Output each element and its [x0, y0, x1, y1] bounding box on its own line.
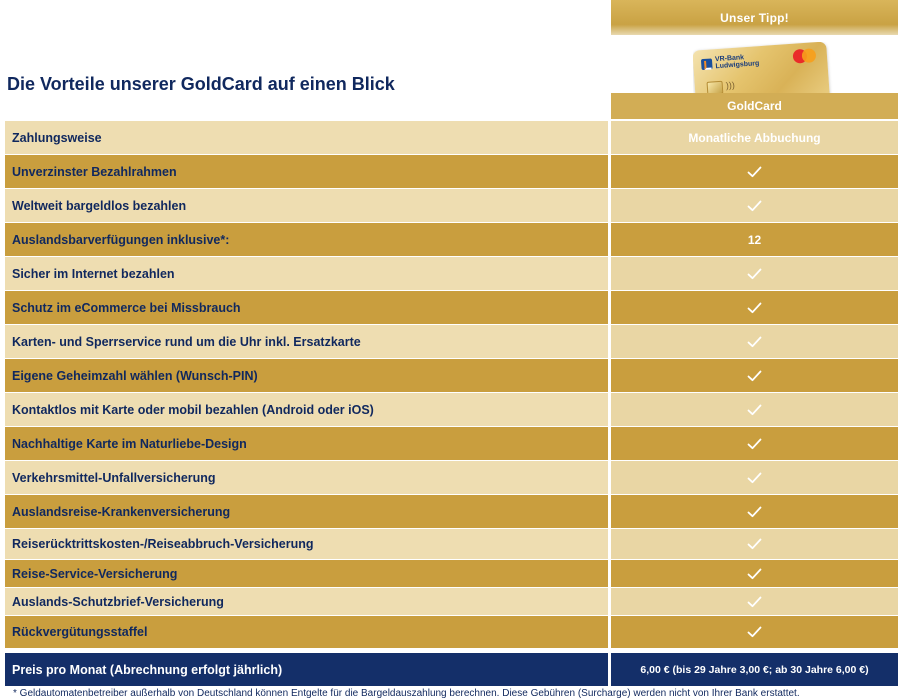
- table-row: [5, 359, 898, 392]
- feature-label: Weltweit bargeldlos bezahlen: [5, 189, 608, 222]
- feature-label: Zahlungsweise: [5, 121, 608, 154]
- table-row: [5, 529, 898, 559]
- feature-label: Unverzinster Bezahlrahmen: [5, 155, 608, 188]
- feature-table: [5, 121, 898, 649]
- checkmark-icon: [611, 495, 898, 528]
- table-row: [5, 291, 898, 324]
- feature-label: Verkehrsmittel-Unfallversicherung: [5, 461, 608, 494]
- table-row: [5, 325, 898, 358]
- bank-logo-icon: [701, 58, 713, 70]
- feature-label: Eigene Geheimzahl wählen (Wunsch-PIN): [5, 359, 608, 392]
- card-bank-name: VR-Bank Ludwigsburg: [714, 54, 760, 71]
- table-row: [5, 560, 898, 587]
- table-row: [5, 393, 898, 426]
- goldcard-image: [693, 42, 833, 93]
- checkmark-icon: [611, 257, 898, 290]
- feature-label: Nachhaltige Karte im Naturliebe-Design: [5, 427, 608, 460]
- goldcard-graphic: [693, 42, 832, 93]
- feature-label: Auslandsbarverfügungen inklusive*:: [5, 223, 608, 256]
- feature-label: Kontaktlos mit Karte oder mobil bezahlen (Android oder iOS): [5, 393, 608, 426]
- checkmark-icon: [611, 291, 898, 324]
- checkmark-icon: [611, 393, 898, 426]
- table-row: [5, 495, 898, 528]
- checkmark-icon: [611, 616, 898, 648]
- table-row: [5, 121, 898, 154]
- checkmark-icon: [611, 155, 898, 188]
- footnote: * Geldautomatenbetreiber außerhalb von Deutschland können Entgelte für die Bargeldauszahlung berechnen. Diese Gebühren (Surcharge) werden nicht von Ihrer Bank erstattet.: [13, 688, 800, 699]
- checkmark-icon: [611, 529, 898, 559]
- checkmark-icon: [611, 461, 898, 494]
- table-row: [5, 189, 898, 222]
- feature-label: Auslandsreise-Krankenversicherung: [5, 495, 608, 528]
- feature-label: Sicher im Internet bezahlen: [5, 257, 608, 290]
- feature-label: Rückvergütungsstaffel: [5, 616, 608, 648]
- page-title: Die Vorteile unserer GoldCard auf einen Blick: [7, 74, 395, 94]
- feature-value: 12: [611, 223, 898, 256]
- price-row: [5, 653, 898, 686]
- checkmark-icon: [611, 189, 898, 222]
- checkmark-icon: [611, 560, 898, 587]
- card-chip-icon: [707, 81, 724, 93]
- feature-value: Monatliche Abbuchung: [611, 121, 898, 154]
- checkmark-icon: [611, 588, 898, 615]
- table-row: [5, 257, 898, 290]
- feature-label: Schutz im eCommerce bei Missbrauch: [5, 291, 608, 324]
- column-header-goldcard: GoldCard: [611, 93, 898, 119]
- mastercard-logo-icon: [792, 48, 817, 64]
- contactless-icon: ))): [725, 79, 736, 91]
- table-row: [5, 616, 898, 648]
- checkmark-icon: [611, 427, 898, 460]
- checkmark-icon: [611, 359, 898, 392]
- price-label: Preis pro Monat (Abrechnung erfolgt jährlich): [5, 653, 608, 686]
- price-value: 6,00 € (bis 29 Jahre 3,00 €; ab 30 Jahre 6,00 €): [611, 653, 898, 686]
- feature-label: Reiserücktrittskosten-/Reiseabbruch-Versicherung: [5, 529, 608, 559]
- feature-label: Reise-Service-Versicherung: [5, 560, 608, 587]
- checkmark-icon: [611, 325, 898, 358]
- table-row: [5, 427, 898, 460]
- recommendation-banner: Unser Tipp!: [611, 0, 898, 35]
- table-row: [5, 223, 898, 256]
- feature-label: Auslands-Schutzbrief-Versicherung: [5, 588, 608, 615]
- table-row: [5, 461, 898, 494]
- table-row: [5, 588, 898, 615]
- feature-label: Karten- und Sperrservice rund um die Uhr inkl. Ersatzkarte: [5, 325, 608, 358]
- table-row: [5, 155, 898, 188]
